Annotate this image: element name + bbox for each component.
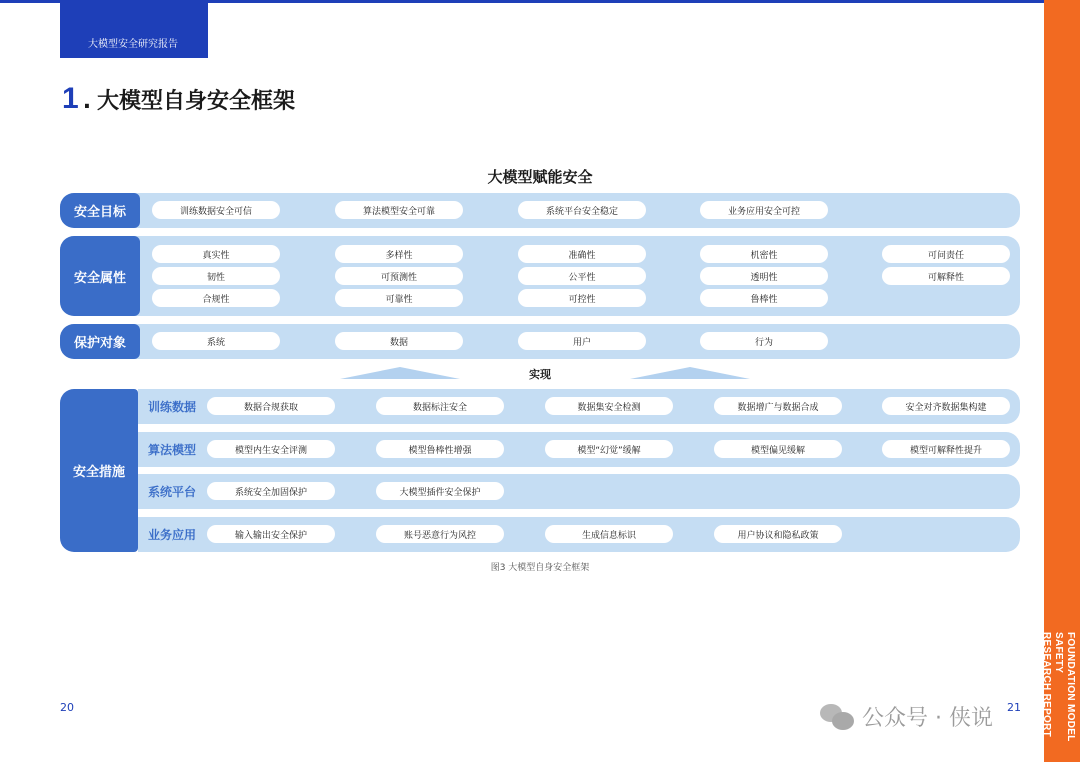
attribute-pill: 公平性 (518, 267, 646, 285)
attribute-pill: 合规性 (152, 289, 280, 307)
goal-pill: 业务应用安全可控 (700, 201, 828, 219)
measure-pill: 数据标注安全 (376, 397, 504, 415)
measure-row-label: 业务应用 (148, 528, 197, 542)
goals-row (60, 193, 1020, 228)
page-number-left: 20 (60, 701, 74, 714)
measure-pill: 模型“幻觉”缓解 (545, 440, 673, 458)
implementation-label: 实现 (529, 368, 551, 381)
measure-pill: 模型鲁棒性增强 (376, 440, 504, 458)
measures-block (60, 389, 1020, 552)
measure-row-training-data (138, 389, 1020, 424)
measures-label: 安全措施 (60, 389, 138, 552)
target-pill: 用户 (518, 332, 646, 350)
measure-pill: 数据增广与数据合成 (714, 397, 842, 415)
section-heading (62, 82, 295, 116)
target-pill: 行为 (700, 332, 828, 350)
goals-label: 安全目标 (60, 193, 140, 228)
side-strip-text (1041, 632, 1076, 752)
measure-row-label: 系统平台 (148, 485, 197, 499)
attribute-pill: 真实性 (152, 245, 280, 263)
watermark (818, 700, 993, 732)
attribute-pill: 可靠性 (335, 289, 463, 307)
attributes-label: 安全属性 (60, 236, 140, 316)
side-text-line2: RESEARCH REPORT (1041, 632, 1052, 738)
measure-pill: 模型可解释性提升 (882, 440, 1010, 458)
attribute-pill: 鲁棒性 (700, 289, 828, 307)
attribute-pill: 可问责任 (882, 245, 1010, 263)
page-number-right: 21 (1007, 701, 1021, 714)
diagram-title: 大模型赋能安全 (487, 168, 593, 186)
targets-label: 保护对象 (60, 324, 140, 359)
measure-pill: 数据合规获取 (207, 397, 335, 415)
report-title: 大模型安全研究报告 (88, 39, 178, 50)
report-header-tab (60, 0, 208, 58)
measure-row-system-platform (138, 474, 1020, 509)
watermark-text: 公众号 · 侠说 (862, 705, 993, 731)
section-number: 1 (62, 82, 79, 115)
measure-pill: 安全对齐数据集构建 (882, 397, 1010, 415)
measure-row-label: 算法模型 (148, 443, 197, 457)
side-text-line1: FOUNDATION MODEL SAFETY (1053, 632, 1076, 742)
wechat-icon (818, 700, 856, 732)
target-pill: 数据 (335, 332, 463, 350)
goal-pill: 算法模型安全可靠 (335, 201, 463, 219)
measure-pill: 输入输出安全保护 (207, 525, 335, 543)
measure-row-label: 训练数据 (148, 400, 197, 414)
measure-pill: 大模型插件安全保护 (376, 482, 504, 500)
attribute-pill: 机密性 (700, 245, 828, 263)
implementation-divider (60, 366, 1020, 384)
measure-pill: 用户协议和隐私政策 (714, 525, 842, 543)
attribute-pill: 多样性 (335, 245, 463, 263)
measure-row-algorithm-model (138, 432, 1020, 467)
section-dot: . (82, 89, 92, 114)
goal-pill: 训练数据安全可信 (152, 201, 280, 219)
attribute-pill: 可解释性 (882, 267, 1010, 285)
attribute-pill: 准确性 (518, 245, 646, 263)
measure-pill: 账号恶意行为风控 (376, 525, 504, 543)
measure-pill: 模型内生安全评测 (207, 440, 335, 458)
targets-row (60, 324, 1020, 359)
measure-pill: 数据集安全检测 (545, 397, 673, 415)
attributes-row (60, 236, 1020, 316)
attribute-pill: 可控性 (518, 289, 646, 307)
measure-row-business-application (138, 517, 1020, 552)
attribute-pill: 透明性 (700, 267, 828, 285)
section-title: 大模型自身安全框架 (97, 89, 296, 114)
figure-caption: 图3 大模型自身安全框架 (490, 563, 590, 573)
measure-pill: 模型偏见缓解 (714, 440, 842, 458)
attribute-pill: 韧性 (152, 267, 280, 285)
goal-pill: 系统平台安全稳定 (518, 201, 646, 219)
attribute-pill: 可预测性 (335, 267, 463, 285)
measure-pill: 系统安全加固保护 (207, 482, 335, 500)
measure-pill: 生成信息标识 (545, 525, 673, 543)
target-pill: 系统 (152, 332, 280, 350)
